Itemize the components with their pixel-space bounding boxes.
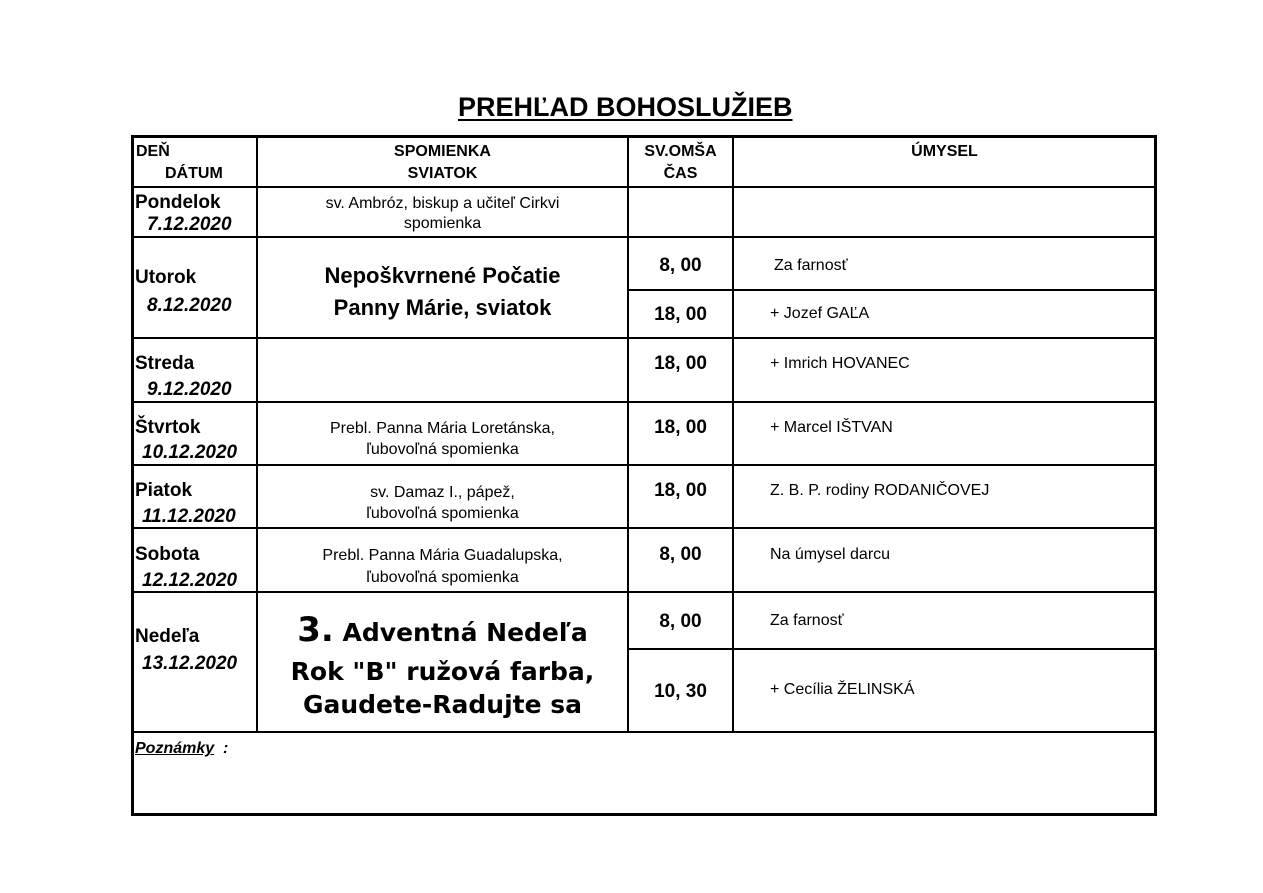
day-name: Streda: [135, 353, 195, 374]
mass-time: 18, 00: [654, 480, 707, 501]
feast-line: ľubovoľná spomienka: [366, 569, 519, 586]
row-divider: [131, 236, 1157, 238]
mass-time: 8, 00: [659, 255, 702, 276]
row-divider: [628, 289, 1157, 291]
feast-line: Rok "B" ružová farba,: [290, 657, 595, 686]
feast-number: 3.: [297, 610, 334, 650]
header-feast: SPOMIENKA: [394, 143, 491, 160]
feast-line: Prebl. Panna Mária Guadalupska,: [322, 547, 563, 564]
day-date: 9.12.2020: [147, 379, 232, 400]
notes-label-text: Poznámky: [135, 740, 215, 757]
mass-time: 8, 00: [659, 611, 702, 632]
feast-line: ľubovoľná spomienka: [366, 441, 519, 458]
mass-time: 18, 00: [654, 304, 707, 325]
day-name: Pondelok: [135, 192, 221, 213]
header-intention: ÚMYSEL: [911, 143, 978, 160]
header-date: DÁTUM: [165, 165, 223, 182]
mass-time: 10, 30: [654, 681, 707, 702]
feast-line: Gaudete-Radujte sa: [302, 690, 583, 719]
feast-line: ľubovoľná spomienka: [366, 505, 519, 522]
mass-intention: Za farnosť: [770, 612, 844, 629]
row-divider: [131, 527, 1157, 529]
header-mass: SV.OMŠA: [644, 143, 717, 160]
day-name: Utorok: [135, 267, 197, 288]
day-name: Nedeľa: [135, 626, 200, 647]
row-divider: [131, 401, 1157, 403]
day-date: 10.12.2020: [142, 442, 238, 463]
row-divider: [628, 648, 1157, 650]
day-date: 11.12.2020: [142, 506, 236, 527]
feast-line: [258, 610, 627, 650]
row-divider: [131, 186, 1157, 188]
page-title: PREHĽAD BOHOSLUŽIEB: [458, 92, 793, 122]
row-divider: [131, 464, 1157, 466]
notes-label: [135, 741, 228, 757]
column-divider: [732, 135, 734, 732]
header-day: DEŇ: [136, 143, 170, 160]
day-name: Sobota: [135, 544, 200, 565]
day-date: 8.12.2020: [147, 295, 232, 316]
header-feast-type: SVIATOK: [407, 165, 478, 182]
header-time: ČAS: [663, 165, 698, 182]
feast-line: Nepoškvrnené Počatie: [324, 263, 561, 288]
day-date: 12.12.2020: [142, 570, 238, 591]
mass-time: 18, 00: [654, 353, 707, 374]
mass-time: 18, 00: [654, 417, 707, 438]
day-date: 13.12.2020: [142, 653, 238, 674]
mass-intention: + Marcel IŠTVAN: [770, 419, 893, 436]
mass-intention: Z. B. P. rodiny RODANIČOVEJ: [770, 482, 990, 499]
feast-line-text: Adventná Nedeľa: [342, 618, 588, 647]
mass-intention: Za farnosť: [774, 257, 848, 274]
feast-line: spomienka: [403, 215, 482, 232]
row-divider: [131, 337, 1157, 339]
mass-intention: + Jozef GAĽA: [770, 305, 870, 322]
notes-colon: :: [214, 740, 229, 757]
feast-line: Panny Márie, sviatok: [333, 295, 552, 320]
feast-line: sv. Damaz I., pápež,: [370, 484, 515, 501]
mass-intention: Na úmysel darcu: [770, 546, 891, 563]
row-divider: [131, 591, 1157, 593]
mass-intention: + Imrich HOVANEC: [770, 355, 910, 372]
feast-line: sv. Ambróz, biskup a učiteľ Cirkvi: [325, 195, 560, 212]
day-date: 7.12.2020: [147, 214, 232, 235]
feast-line: Prebl. Panna Mária Loretánska,: [329, 420, 555, 437]
row-divider: [131, 731, 1157, 733]
day-name: Piatok: [135, 480, 193, 501]
day-name: Štvrtok: [135, 417, 201, 438]
mass-time: 8, 00: [659, 544, 702, 565]
mass-intention: + Cecília ŽELINSKÁ: [770, 681, 915, 698]
